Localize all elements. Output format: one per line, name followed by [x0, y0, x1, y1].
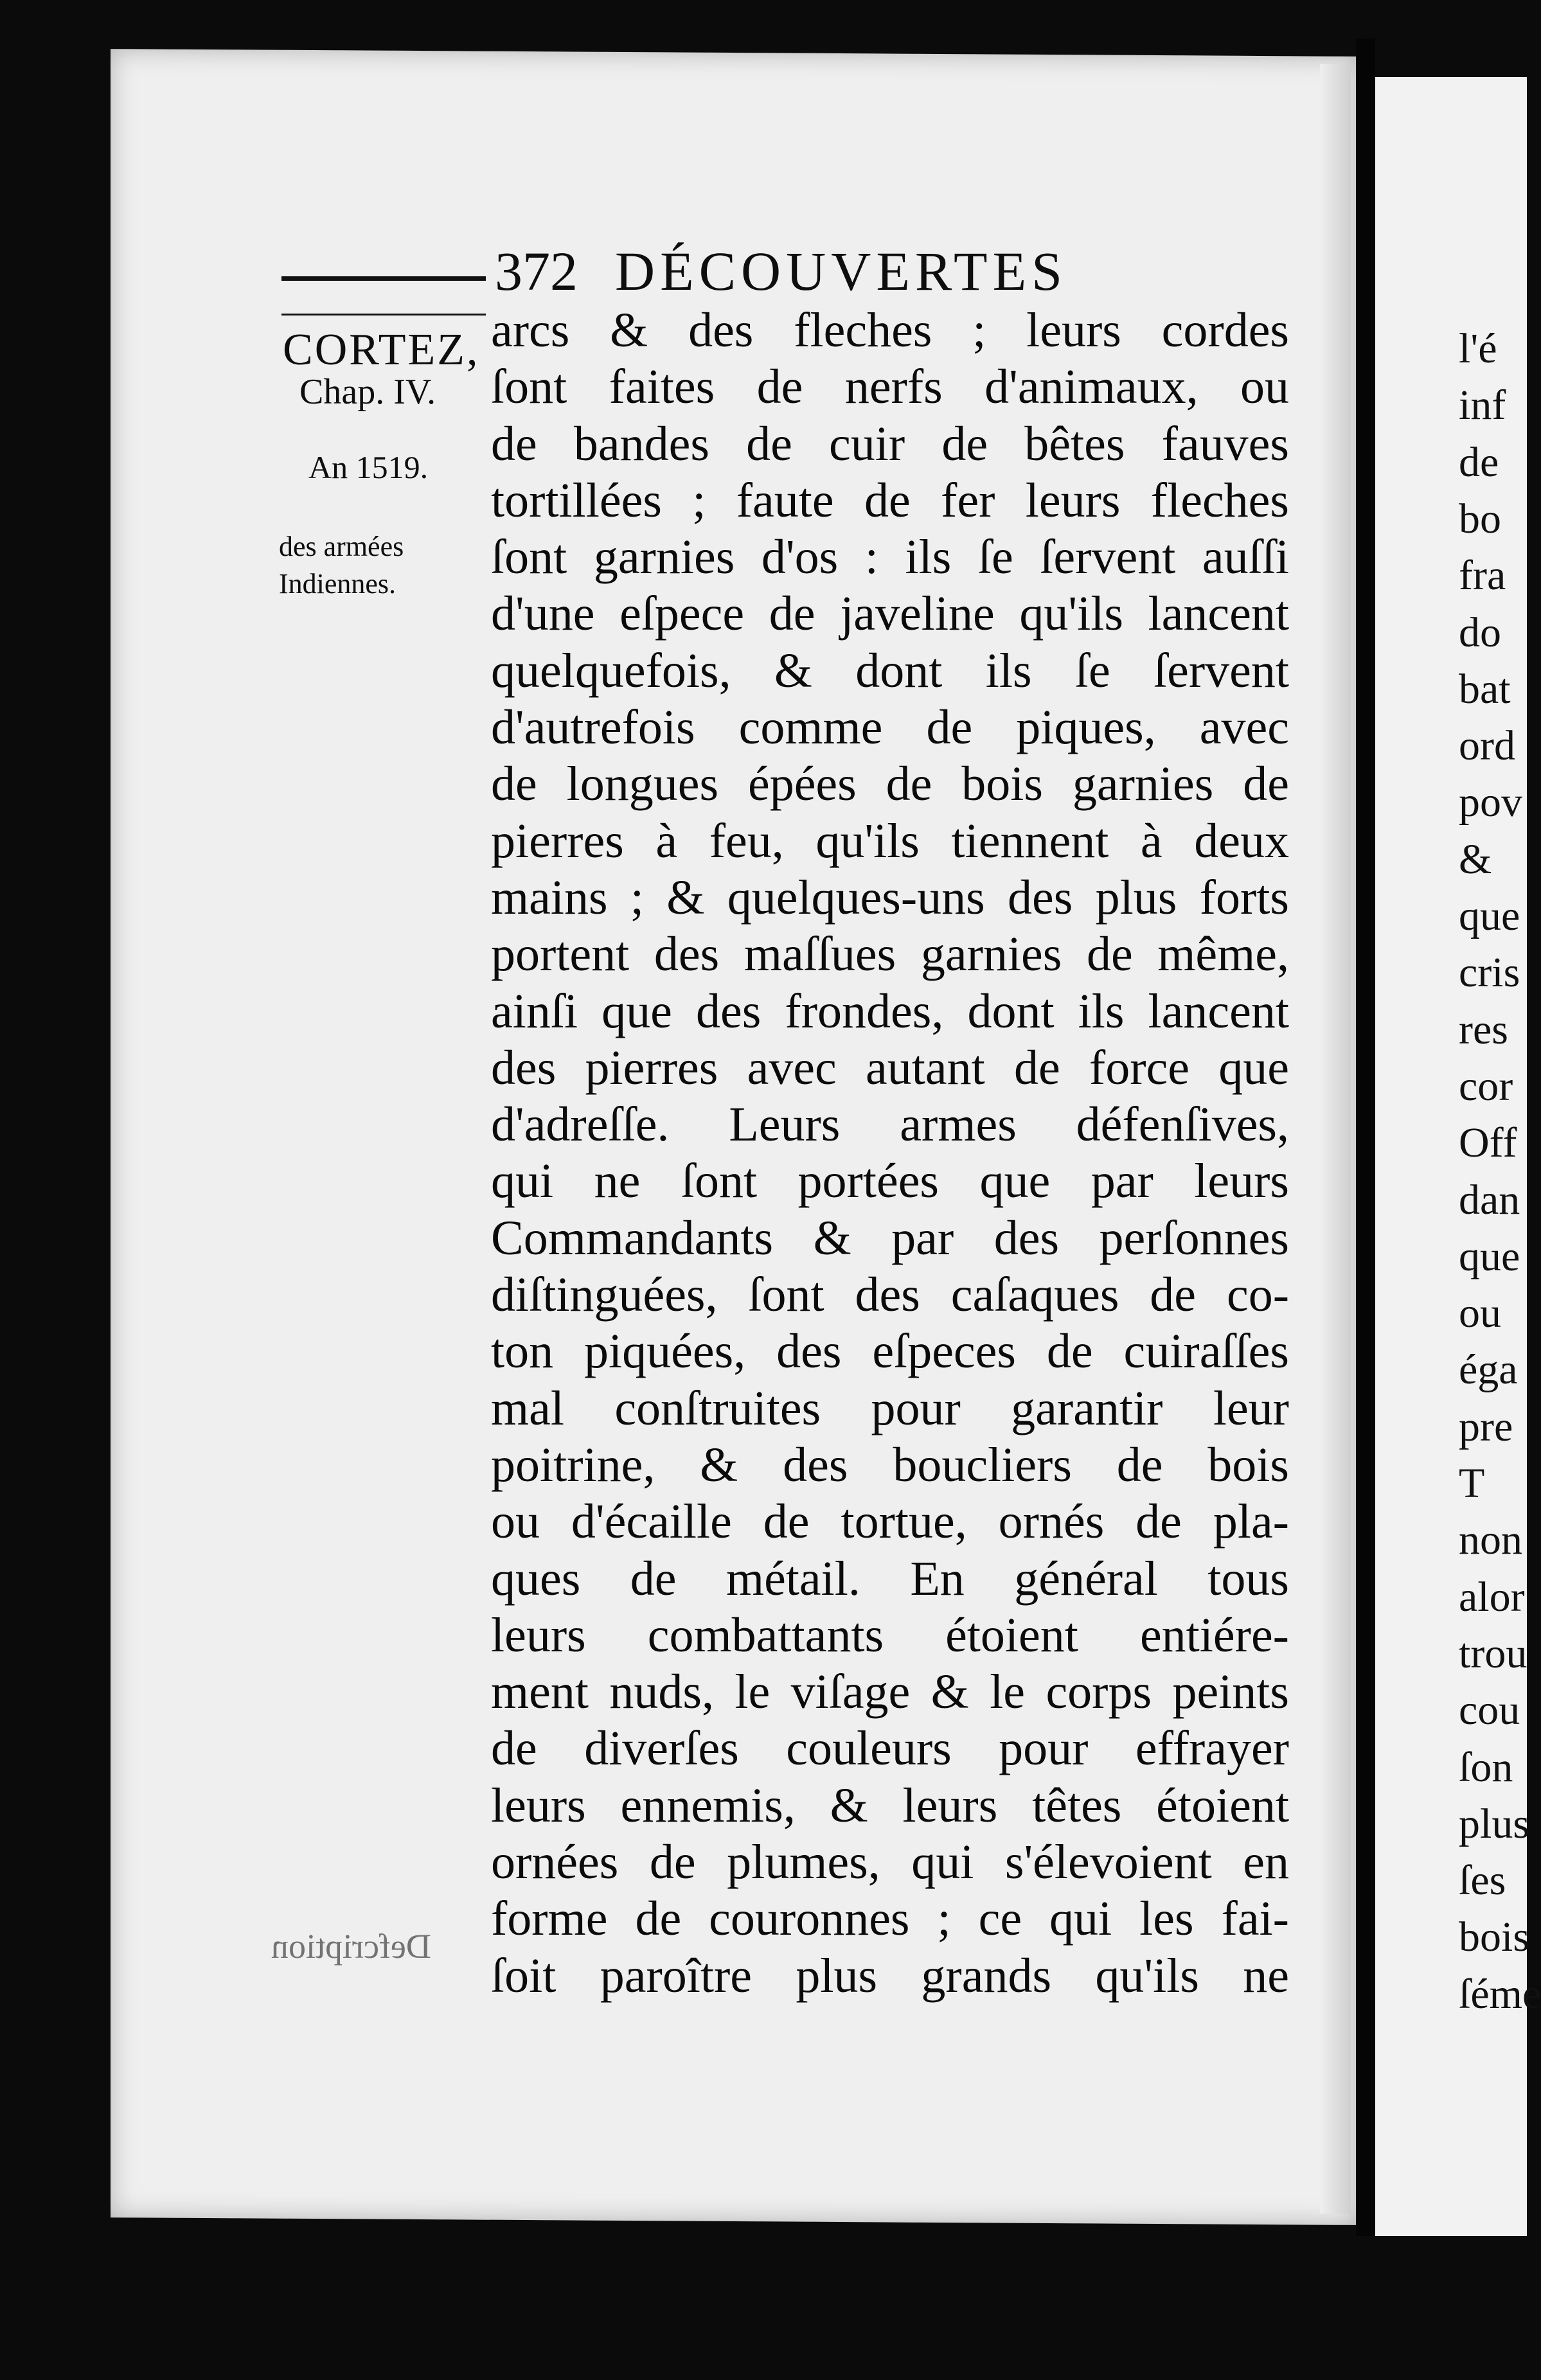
page-number: 372 — [495, 240, 578, 302]
text-line: mal conſtruites pour garantir leur — [491, 1381, 1289, 1435]
text-line: mains ; & quelques-uns des plus forts — [491, 870, 1289, 925]
facing-page-fragment: l'é — [1459, 325, 1497, 372]
text-line: poitrine, & des boucliers de bois — [491, 1437, 1289, 1492]
facing-page-fragment: cou — [1459, 1687, 1520, 1734]
facing-page-fragment: bo — [1459, 495, 1501, 542]
margin-chapter: Chap. IV. — [299, 372, 436, 412]
facing-page-fragment: ſon — [1459, 1743, 1513, 1791]
text-line: ornées de plumes, qui s'élevoient en — [491, 1835, 1289, 1890]
facing-page-fragment: & — [1459, 835, 1492, 883]
facing-page-fragment: que — [1459, 892, 1520, 939]
facing-page-fragment: ſéme — [1459, 1970, 1541, 2018]
facing-page-fragment: cris — [1459, 949, 1520, 997]
text-line: pierres à feu, qu'ils tiennent à deux — [491, 813, 1289, 868]
margin-bleed-through: Defcription — [271, 1927, 431, 1966]
body-text — [491, 302, 1289, 2004]
text-line: ment nuds, le viſage & le corps peints — [491, 1665, 1289, 1719]
facing-page-fragment: alor — [1459, 1573, 1525, 1621]
facing-page-fragment: fra — [1459, 552, 1506, 599]
text-line: de bandes de cuir de bêtes fauves — [491, 416, 1289, 471]
facing-page-fragment: pov — [1459, 779, 1522, 826]
facing-page-fragment: non — [1459, 1516, 1522, 1564]
facing-page-edge — [1375, 77, 1541, 2236]
facing-page-fragment: que — [1459, 1232, 1520, 1280]
text-line: d'autrefois comme de piques, avec — [491, 700, 1289, 755]
facing-page-fragment: Off — [1459, 1119, 1517, 1167]
text-line: qui ne ſont portées que par leurs — [491, 1154, 1289, 1209]
text-line: leurs ennemis, & leurs têtes étoient — [491, 1778, 1289, 1833]
book-gutter — [1356, 39, 1375, 2236]
text-line: ainſi que des frondes, dont ils lancent — [491, 984, 1289, 1038]
text-line: Commandants & par des perſonnes — [491, 1211, 1289, 1265]
text-line: de longues épées de bois garnies de — [491, 757, 1289, 812]
margin-author: CORTEZ, — [283, 325, 480, 375]
running-header — [495, 239, 1067, 303]
facing-page-fragment: de — [1459, 438, 1499, 486]
text-line: d'adreſſe. Leurs armes défenſives, — [491, 1097, 1289, 1152]
text-line: forme de couronnes ; ce qui les fai- — [491, 1892, 1289, 1946]
margin-topic-line2: Indiennes. — [279, 568, 396, 599]
facing-page-fragment: ou — [1459, 1290, 1501, 1337]
text-line: ou d'écaille de tortue, ornés de pla- — [491, 1495, 1289, 1549]
text-line: diſtinguées, ſont des caſaques de co- — [491, 1268, 1289, 1322]
header-rule-top — [281, 276, 486, 281]
text-line: portent des maſſues garnies de même, — [491, 927, 1289, 982]
text-line: de diverſes couleurs pour effrayer — [491, 1721, 1289, 1776]
text-line: ton piquées, des eſpeces de cuiraſſes — [491, 1324, 1289, 1379]
text-line: ſoit paroître plus grands qu'ils ne — [491, 1948, 1289, 2003]
text-line: ſont faites de nerfs d'animaux, ou — [491, 360, 1289, 414]
facing-page-fragment: dan — [1459, 1176, 1520, 1223]
facing-page-fragment: pre — [1459, 1403, 1513, 1450]
facing-page-fragment: do — [1459, 608, 1501, 656]
facing-page-fragment: cor — [1459, 1062, 1513, 1110]
margin-year: An 1519. — [308, 449, 429, 485]
text-line: leurs combattants étoient entiére- — [491, 1608, 1289, 1662]
text-line: des pierres avec autant de force que — [491, 1040, 1289, 1095]
facing-page-fragment: ord — [1459, 722, 1515, 770]
text-line: d'une eſpece de javeline qu'ils lancent — [491, 587, 1289, 641]
text-line: arcs & des fleches ; leurs cordes — [491, 303, 1289, 357]
facing-page-fragment: bois — [1459, 1914, 1530, 1961]
facing-page-fragment: bat — [1459, 665, 1511, 713]
text-line: ques de métail. En général tous — [491, 1551, 1289, 1606]
facing-page-fragment: res — [1459, 1006, 1508, 1053]
facing-page-fragment: inf — [1459, 382, 1506, 429]
page-spine-shadow — [1320, 64, 1351, 2214]
text-line: ſont garnies d'os : ils ſe ſervent auſſi — [491, 530, 1289, 585]
facing-page-fragment: ſes — [1459, 1857, 1506, 1905]
facing-page-fragment: trou — [1459, 1630, 1528, 1677]
facing-page-fragment: éga — [1459, 1346, 1518, 1394]
margin-topic — [279, 528, 404, 603]
facing-page-fragment: T — [1459, 1460, 1485, 1507]
text-line: quelquefois, & dont ils ſe ſervent — [491, 643, 1289, 698]
text-line: tortillées ; faute de fer leurs fleches — [491, 473, 1289, 528]
running-title: DÉCOUVERTES — [615, 240, 1067, 302]
header-rule-bottom — [281, 314, 486, 315]
margin-topic-line1: des armées — [279, 531, 404, 562]
facing-page-fragment: plus — [1459, 1800, 1530, 1847]
